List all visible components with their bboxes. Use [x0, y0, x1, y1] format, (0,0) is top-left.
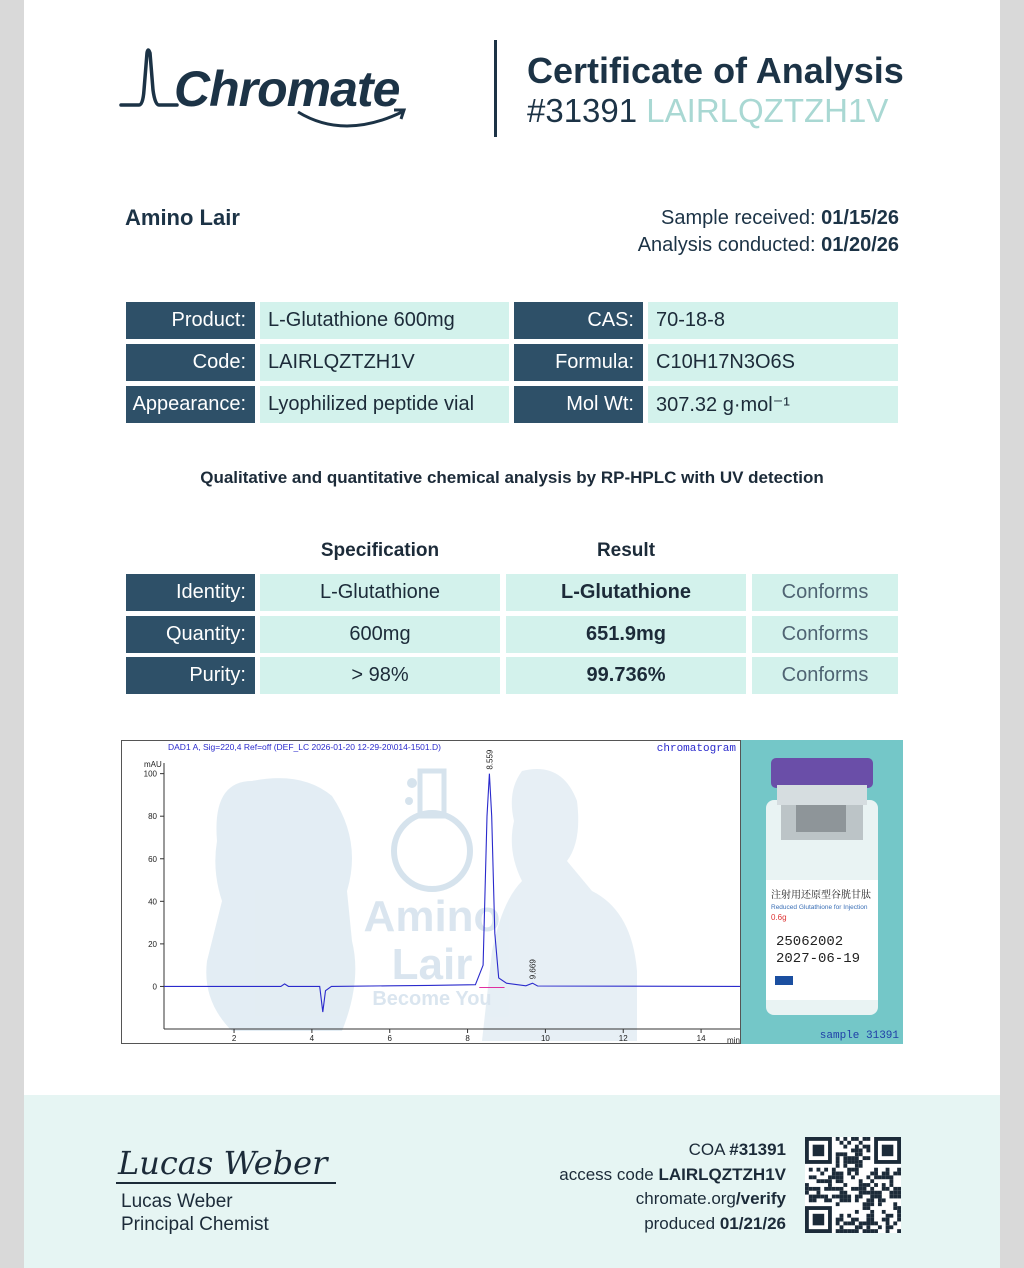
brand-logo: Chromate: [174, 61, 400, 117]
signature-text: Lucas Weber: [118, 1144, 328, 1182]
qr-module: [886, 1168, 890, 1172]
qr-module: [863, 1202, 867, 1206]
qr-module: [851, 1160, 855, 1164]
qr-module: [855, 1149, 859, 1153]
qr-module: [893, 1172, 897, 1176]
purity-label: Purity:: [126, 657, 255, 694]
vial-image: [741, 740, 903, 1044]
qr-module: [886, 1214, 890, 1218]
qr-module: [840, 1179, 844, 1183]
qr-module: [863, 1156, 867, 1160]
qr-module: [843, 1156, 847, 1160]
vial-dose: 0.6g: [771, 913, 787, 922]
qr-module: [809, 1168, 813, 1172]
qr-module: [855, 1187, 859, 1191]
sample-photo: [741, 740, 903, 1044]
qr-module: [828, 1198, 832, 1202]
qr-module: [820, 1179, 824, 1183]
qr-module: [820, 1172, 824, 1176]
qr-module: [893, 1191, 897, 1195]
qr-module: [847, 1172, 851, 1176]
appearance-value: Lyophilized peptide vial: [260, 386, 509, 423]
qr-module: [866, 1218, 870, 1222]
qr-module: [813, 1175, 817, 1179]
qr-module: [813, 1145, 825, 1157]
qr-module: [882, 1198, 886, 1202]
x-tick-label: 6: [387, 1034, 392, 1043]
qr-module: [828, 1187, 832, 1191]
qr-module: [870, 1195, 874, 1199]
qr-module: [859, 1183, 863, 1187]
identity-spec: L-Glutathione: [260, 574, 500, 611]
purity-status: Conforms: [752, 657, 898, 694]
qr-module: [897, 1214, 901, 1218]
qr-module: [874, 1168, 878, 1172]
quantity-spec: 600mg: [260, 616, 500, 653]
qr-module: [836, 1179, 840, 1183]
qr-module: [840, 1198, 844, 1202]
qr-module: [866, 1175, 870, 1179]
qr-module: [843, 1191, 847, 1195]
qr-module: [847, 1198, 851, 1202]
qr-module: [855, 1218, 859, 1222]
y-tick-label: 60: [148, 854, 157, 864]
qr-module: [874, 1221, 878, 1225]
certificate-sheet: [24, 0, 1000, 1268]
qr-module: [897, 1168, 901, 1172]
qr-module: [866, 1149, 870, 1153]
result-header: Result: [596, 540, 656, 561]
qr-module: [889, 1195, 893, 1199]
specification-header: Specification: [320, 540, 440, 561]
qr-module: [859, 1195, 863, 1199]
qr-module: [836, 1229, 840, 1233]
qr-module: [832, 1195, 836, 1199]
qr-module: [866, 1137, 870, 1141]
qr-module: [840, 1218, 844, 1222]
qr-module: [828, 1183, 832, 1187]
qr-module: [832, 1168, 836, 1172]
qr-module: [866, 1202, 870, 1206]
identity-result: L-Glutathione: [506, 574, 746, 611]
qr-module: [809, 1187, 813, 1191]
qr-module: [843, 1183, 847, 1187]
qr-module: [836, 1156, 840, 1160]
qr-module: [859, 1149, 863, 1153]
qr-module: [878, 1195, 882, 1199]
qr-module: [851, 1221, 855, 1225]
qr-module: [870, 1214, 874, 1218]
watermark-text-1: Amino: [363, 892, 501, 941]
qr-module: [863, 1145, 867, 1149]
x-unit-label: min: [727, 1036, 740, 1044]
qr-module: [878, 1191, 882, 1195]
qr-module: [874, 1175, 878, 1179]
qr-module: [843, 1152, 847, 1156]
cas-label: CAS:: [514, 302, 643, 339]
watermark-text-3: Become You: [372, 988, 492, 1010]
product-value: L-Glutathione 600mg: [260, 302, 509, 339]
qr-module: [855, 1172, 859, 1176]
qr-module: [836, 1172, 840, 1176]
watermark-text-2: Lair: [391, 940, 473, 989]
qr-module: [855, 1164, 859, 1168]
x-tick-label: 14: [696, 1034, 706, 1043]
qr-module: [870, 1210, 874, 1214]
qr-module: [851, 1149, 855, 1153]
qr-module: [836, 1160, 840, 1164]
qr-module: [855, 1137, 859, 1141]
qr-module: [859, 1191, 863, 1195]
qr-module: [882, 1175, 886, 1179]
qr-module: [889, 1183, 893, 1187]
qr-module: [817, 1168, 821, 1172]
qr-module: [855, 1160, 859, 1164]
qr-module: [851, 1137, 855, 1141]
qr-module: [866, 1225, 870, 1229]
method-description: Qualitative and quantitative chemical analysis by RP-HPLC with UV detection: [200, 468, 824, 487]
qr-module: [863, 1206, 867, 1210]
qr-module: [851, 1175, 855, 1179]
qr-module: [886, 1221, 890, 1225]
qr-module: [828, 1179, 832, 1183]
identity-label: Identity:: [126, 574, 255, 611]
qr-module: [882, 1218, 886, 1222]
qr-module: [866, 1229, 870, 1233]
qr-module: [851, 1156, 855, 1160]
chromatogram-header: DAD1 A, Sig=220,4 Ref=off (DEF_LC 2026-01-20 12-29-20\014-1501.D): [168, 742, 441, 752]
formula-value: C10H17N3O6S: [648, 344, 898, 381]
qr-module: [859, 1179, 863, 1183]
qr-module: [897, 1210, 901, 1214]
qr-module: [870, 1202, 874, 1206]
qr-module: [840, 1152, 844, 1156]
qr-module: [836, 1175, 840, 1179]
qr-module: [866, 1206, 870, 1210]
qr-module: [824, 1198, 828, 1202]
qr-module: [866, 1183, 870, 1187]
vial-batch: 25062002: [776, 934, 844, 950]
qr-module: [897, 1172, 901, 1176]
qr-module: [863, 1191, 867, 1195]
qr-module: [874, 1191, 878, 1195]
qr-module: [843, 1137, 847, 1141]
qr-module: [847, 1229, 851, 1233]
qr-module: [843, 1195, 847, 1199]
qr-module: [897, 1191, 901, 1195]
qr-module: [897, 1229, 901, 1233]
qr-module: [859, 1141, 863, 1145]
qr-code[interactable]: [805, 1137, 901, 1233]
signer-block: [121, 1190, 269, 1236]
qr-module: [893, 1202, 897, 1206]
peak-label: 8.559: [485, 749, 495, 770]
qr-module: [859, 1221, 863, 1225]
peak-label: 9.669: [528, 959, 538, 980]
qr-module: [859, 1225, 863, 1229]
qr-module: [897, 1206, 901, 1210]
qr-module: [859, 1160, 863, 1164]
qr-module: [847, 1195, 851, 1199]
qr-module: [866, 1145, 870, 1149]
signature-image: [116, 1140, 346, 1185]
qr-module: [870, 1191, 874, 1195]
quantity-result: 651.9mg: [506, 616, 746, 653]
vial-expiry: 2027-06-19: [776, 951, 861, 967]
y-tick-label: 100: [143, 769, 157, 779]
quantity-status: Conforms: [752, 616, 898, 653]
qr-module: [851, 1229, 855, 1233]
qr-module: [882, 1187, 886, 1191]
qr-module: [878, 1202, 882, 1206]
qr-module: [874, 1172, 878, 1176]
qr-module: [889, 1214, 893, 1218]
qr-module: [836, 1221, 840, 1225]
qr-module: [855, 1229, 859, 1233]
qr-module: [889, 1191, 893, 1195]
qr-module: [817, 1191, 821, 1195]
x-tick-label: 2: [231, 1034, 237, 1043]
qr-module: [836, 1137, 840, 1141]
qr-module: [878, 1175, 882, 1179]
watermark-logo: [206, 769, 637, 1041]
qr-module: [843, 1221, 847, 1225]
qr-module: [870, 1221, 874, 1225]
client-name: Amino Lair: [125, 205, 240, 230]
qr-module: [817, 1187, 821, 1191]
qr-module: [847, 1221, 851, 1225]
qr-module: [836, 1164, 840, 1168]
qr-module: [832, 1175, 836, 1179]
qr-module: [840, 1172, 844, 1176]
sample-label: sample 31391: [819, 1030, 899, 1042]
qr-module: [874, 1195, 878, 1199]
qr-module: [870, 1218, 874, 1222]
purity-spec: > 98%: [260, 657, 500, 694]
qr-module: [847, 1214, 851, 1218]
qr-module: [805, 1191, 809, 1195]
qr-module: [840, 1195, 844, 1199]
qr-module: [843, 1198, 847, 1202]
qr-module: [855, 1225, 859, 1229]
y-unit-label: mAU: [144, 760, 162, 769]
qr-module: [840, 1141, 844, 1145]
qr-module: [855, 1198, 859, 1202]
code-label: Code:: [126, 344, 255, 381]
qr-module: [824, 1187, 828, 1191]
qr-module: [863, 1229, 867, 1233]
qr-module: [855, 1210, 859, 1214]
logo-smile-icon: [294, 104, 414, 134]
verification-info: COA #31391 access code LAIRLQZTZH1V chromate.org/verify produced 01/21/26: [559, 1140, 786, 1233]
document-title: Certificate of Analysis: [527, 50, 904, 91]
qr-module: [855, 1168, 859, 1172]
qr-module: [886, 1225, 890, 1229]
qr-module: [882, 1210, 886, 1214]
certificate-number: #31391 LAIRLQZTZH1V: [527, 92, 889, 129]
qr-module: [886, 1218, 890, 1222]
qr-module: [859, 1152, 863, 1156]
qr-module: [882, 1172, 886, 1176]
qr-module: [836, 1187, 840, 1191]
qr-module: [813, 1198, 817, 1202]
molwt-label: Mol Wt:: [514, 386, 643, 423]
quantity-label: Quantity:: [126, 616, 255, 653]
qr-module: [889, 1225, 893, 1229]
qr-module: [893, 1187, 897, 1191]
x-tick-label: 8: [465, 1034, 470, 1043]
qr-module: [866, 1198, 870, 1202]
qr-module: [847, 1156, 851, 1160]
qr-module: [893, 1195, 897, 1199]
qr-module: [809, 1195, 813, 1199]
vial-label-en: Reduced Glutathione for Injection: [771, 904, 868, 911]
molwt-value: 307.32 g·mol⁻¹: [648, 386, 898, 423]
qr-module: [813, 1187, 817, 1191]
qr-module: [840, 1225, 844, 1229]
qr-module: [859, 1164, 863, 1168]
qr-module: [824, 1168, 828, 1172]
chromatogram-panel: [121, 740, 741, 1044]
vial-label-cn: 注射用还原型谷胱甘肽: [771, 890, 871, 901]
qr-module: [805, 1187, 809, 1191]
signature-line: [116, 1182, 336, 1184]
x-tick-label: 10: [540, 1034, 550, 1043]
qr-module: [824, 1195, 828, 1199]
qr-module: [851, 1187, 855, 1191]
cas-value: 70-18-8: [648, 302, 898, 339]
chromatogram-label: chromatogram: [656, 743, 736, 755]
qr-module: [886, 1229, 890, 1233]
qr-module: [874, 1183, 878, 1187]
qr-module: [855, 1195, 859, 1199]
qr-module: [870, 1179, 874, 1183]
qr-module: [866, 1214, 870, 1218]
y-tick-label: 80: [148, 812, 157, 822]
product-label: Product:: [126, 302, 255, 339]
qr-module: [817, 1179, 821, 1183]
y-tick-label: 40: [148, 897, 157, 907]
qr-module: [809, 1175, 813, 1179]
qr-module: [855, 1145, 859, 1149]
qr-module: [805, 1183, 809, 1187]
qr-module: [870, 1198, 874, 1202]
qr-module: [832, 1187, 836, 1191]
qr-module: [893, 1221, 897, 1225]
qr-module: [863, 1183, 867, 1187]
qr-module: [866, 1191, 870, 1195]
qr-module: [855, 1156, 859, 1160]
appearance-label: Appearance:: [126, 386, 255, 423]
purity-result: 99.736%: [506, 657, 746, 694]
qr-module: [878, 1225, 882, 1229]
qr-module: [855, 1152, 859, 1156]
qr-module: [897, 1218, 901, 1222]
code-value: LAIRLQZTZH1V: [260, 344, 509, 381]
formula-label: Formula:: [514, 344, 643, 381]
qr-module: [863, 1187, 867, 1191]
qr-module: [897, 1187, 901, 1191]
qr-module: [824, 1179, 828, 1183]
qr-module: [817, 1195, 821, 1199]
qr-module: [886, 1172, 890, 1176]
header-divider: [494, 40, 497, 137]
identity-status: Conforms: [752, 574, 898, 611]
qr-module: [836, 1152, 840, 1156]
qr-module: [863, 1221, 867, 1225]
x-tick-label: 12: [618, 1034, 628, 1043]
qr-module: [820, 1195, 824, 1199]
qr-module: [840, 1175, 844, 1179]
dates-block: Sample received: 01/15/26 Analysis conducted: 01/20/26: [637, 207, 899, 256]
qr-module: [882, 1183, 886, 1187]
qr-module: [866, 1221, 870, 1225]
qr-module: [847, 1168, 851, 1172]
qr-module: [893, 1206, 897, 1210]
chromatogram-chart: [122, 741, 741, 1044]
qr-module: [847, 1141, 851, 1145]
qr-module: [866, 1156, 870, 1160]
qr-module: [840, 1214, 844, 1218]
qr-module: [870, 1172, 874, 1176]
qr-module: [870, 1229, 874, 1233]
qr-module: [813, 1214, 825, 1226]
qr-module: [836, 1195, 840, 1199]
qr-module: [840, 1229, 844, 1233]
qr-module: [843, 1160, 847, 1164]
qr-module: [874, 1229, 878, 1233]
qr-module: [863, 1137, 867, 1141]
logo-peak-icon: [119, 45, 179, 115]
qr-module: [870, 1187, 874, 1191]
qr-module: [889, 1175, 893, 1179]
qr-module: [889, 1179, 893, 1183]
qr-module: [843, 1145, 847, 1149]
qr-module: [840, 1187, 844, 1191]
y-tick-label: 20: [148, 939, 157, 949]
qr-module: [897, 1195, 901, 1199]
signer-name: Lucas Weber: [121, 1191, 233, 1212]
x-tick-label: 4: [309, 1034, 315, 1043]
qr-module: [828, 1175, 832, 1179]
qr-module: [847, 1160, 851, 1164]
qr-module: [886, 1187, 890, 1191]
qr-module: [840, 1191, 844, 1195]
qr-module: [851, 1168, 855, 1172]
qr-module: [886, 1175, 890, 1179]
qr-module: [832, 1172, 836, 1176]
qr-module: [809, 1198, 813, 1202]
qr-module: [882, 1145, 894, 1157]
qr-module: [843, 1164, 847, 1168]
y-tick-label: 0: [152, 982, 157, 992]
qr-module: [836, 1218, 840, 1222]
qr-module: [813, 1195, 817, 1199]
qr-module: [851, 1218, 855, 1222]
qr-module: [836, 1202, 840, 1206]
qr-module: [878, 1198, 882, 1202]
qr-module: [859, 1187, 863, 1191]
qr-module: [843, 1229, 847, 1233]
signer-title: Principal Chemist: [121, 1214, 269, 1235]
